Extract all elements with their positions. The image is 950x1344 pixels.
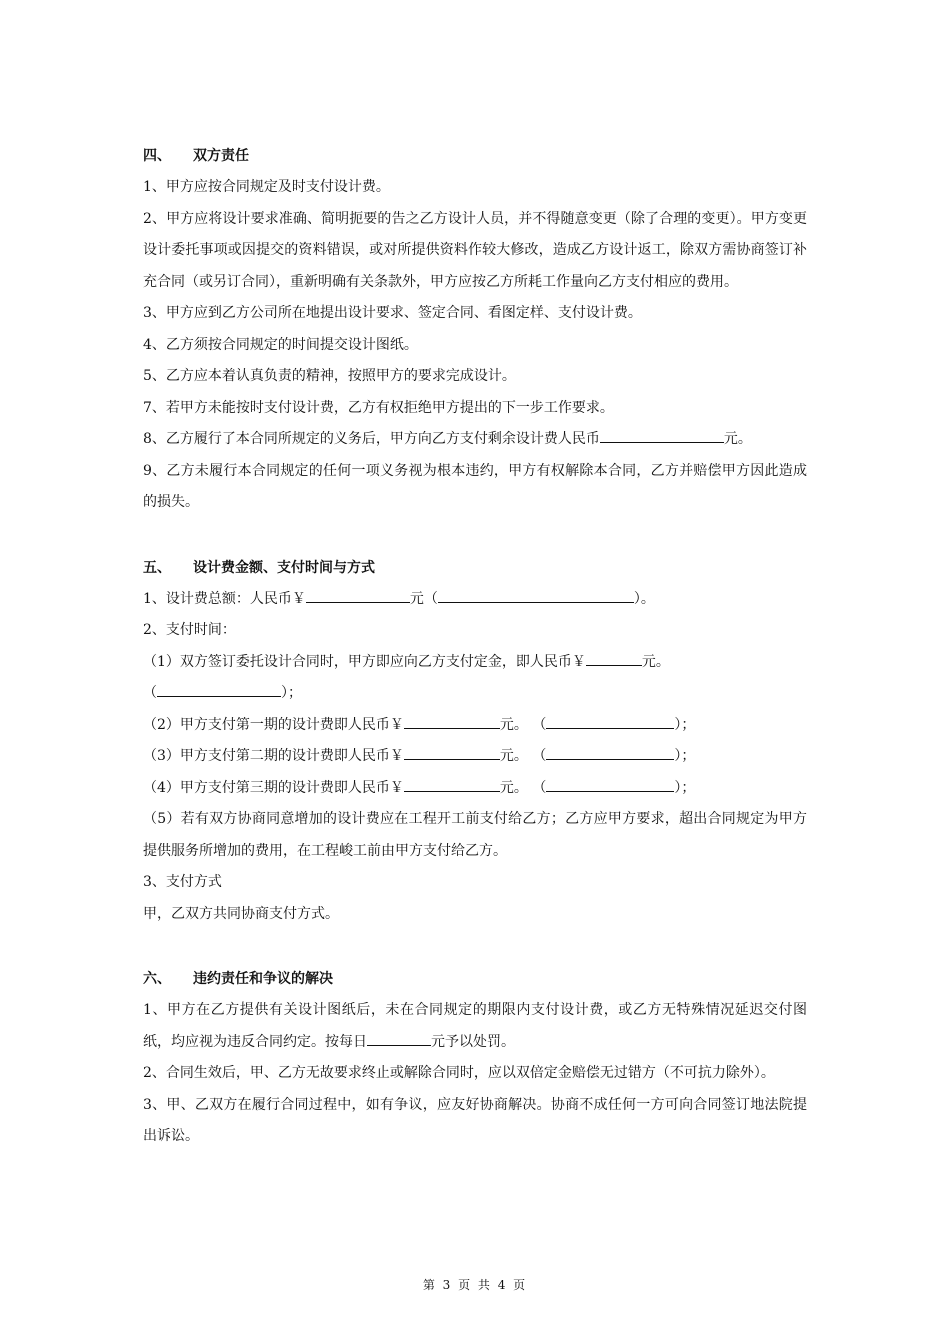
- clause-item: [143, 678, 807, 710]
- clause-item: [143, 995, 807, 1058]
- period-fee-words-blank: [546, 775, 674, 792]
- clause-text: 元。 （: [499, 779, 547, 796]
- clause-text: 元予以处罚。: [431, 1033, 515, 1050]
- section-number: 四、: [143, 148, 171, 164]
- daily-penalty-blank: [367, 1029, 431, 1046]
- clause-item: 2、甲方应将设计要求准确、简明扼要的告之乙方设计人员，并不得随意变更（除了合理的变更）。甲方变更设计委托事项或因提交的资料错误，或对所提供资料作较大修改，造成乙方设计返工，除双方需协商签订补充合同（或另订合同），重新明确有关条款外，甲方应按乙方所耗工作量向乙方支付相应的费用。: [143, 210, 807, 290]
- clause-text: ）。: [633, 590, 655, 607]
- total-fee-words-blank: [438, 586, 634, 603]
- section-heading-responsibilities: [143, 140, 807, 172]
- clause-text: 1、甲方在乙方提供有关设计图纸后，未在合同规定的期限内支付设计费，或乙方无特殊情况延迟交付图纸，均应视为违反合同约定。按每日: [143, 1002, 807, 1050]
- document-body: [143, 140, 807, 1153]
- clause-item: 7、若甲方未能按时支付设计费，乙方有权拒绝甲方提出的下一步工作要求。: [143, 399, 614, 416]
- clause-item: （5）若有双方协商同意增加的设计费应在工程开工前支付给乙方；乙方应甲方要求，超出合同规定为甲方提供服务所增加的费用，在工程峻工前由甲方支付给乙方。: [143, 811, 807, 859]
- section-number: 五、: [143, 559, 171, 576]
- clause-text: （: [143, 685, 157, 701]
- clause-text: （4）甲方支付第三期的设计费即人民币￥: [143, 779, 404, 796]
- clause-item: 2、合同生效后，甲、乙方无故要求终止或解除合同时，应以双倍定金赔偿无过错方（不可抗力除外）。: [143, 1065, 775, 1081]
- clause-item: 9、乙方未履行本合同规定的任何一项义务视为根本违约，甲方有权解除本合同，乙方并赔偿甲方因此造成的损失。: [143, 462, 807, 510]
- page-number-footer: 第 3 页 共 4 页: [422, 1278, 528, 1292]
- clause-item: [143, 647, 807, 679]
- clause-item: [143, 741, 807, 773]
- clause-item: 3、支付方式: [143, 874, 222, 890]
- deposit-words-blank: [157, 680, 281, 697]
- clause-text: （1）双方签订委托设计合同时，甲方即应向乙方支付定金，即人民币￥: [143, 653, 586, 670]
- clause-item: 5、乙方应本着认真负责的精神，按照甲方的要求完成设计。: [143, 368, 516, 384]
- section-number: 六、: [143, 971, 171, 987]
- clause-text: 8、乙方履行了本合同所规定的义务后，甲方向乙方支付剩余设计费人民币: [143, 431, 600, 447]
- section-heading-liability: [143, 963, 807, 995]
- total-fee-blank: [306, 586, 410, 603]
- clause-item: 3、甲、乙双方在履行合同过程中，如有争议，应友好协商解决。协商不成任何一方可向合同签订地法院提出诉讼。: [143, 1096, 807, 1144]
- section-title: 设计费金额、支付时间与方式: [193, 559, 375, 576]
- clause-item: 3、甲方应到乙方公司所在地提出设计要求、签定合同、看图定样、支付设计费。: [143, 305, 642, 321]
- clause-text: ）；: [674, 748, 696, 764]
- section-title: 违约责任和争议的解决: [193, 971, 333, 987]
- clause-item: 甲，乙双方共同协商支付方式。: [143, 905, 339, 922]
- clause-text: ）；: [674, 716, 696, 733]
- clause-text: 元（: [409, 590, 438, 607]
- clause-item: [143, 424, 807, 456]
- period-fee-blank: [404, 775, 500, 792]
- clause-item: 1、甲方应按合同规定及时支付设计费。: [143, 179, 390, 195]
- period-fee-words-blank: [546, 712, 674, 729]
- clause-text: （2）甲方支付第一期的设计费即人民币￥: [143, 716, 404, 733]
- remaining-fee-blank: [600, 426, 724, 443]
- clause-text: 元。 （: [499, 716, 547, 733]
- clause-item: [143, 773, 807, 805]
- clause-item: 2、支付时间：: [143, 622, 236, 638]
- section-heading-fees: [143, 552, 807, 584]
- clause-text: ）；: [674, 779, 696, 796]
- clause-text: 1、设计费总额：人民币￥: [143, 590, 306, 607]
- period-fee-blank: [404, 743, 500, 760]
- clause-text: 元。: [723, 431, 752, 447]
- clause-item: 4、乙方须按合同规定的时间提交设计图纸。: [143, 336, 418, 353]
- clause-text: （3）甲方支付第二期的设计费即人民币￥: [143, 748, 404, 764]
- clause-text: 元。 （: [499, 748, 547, 764]
- clause-text: ）；: [281, 685, 302, 701]
- clause-item: [143, 710, 807, 742]
- clause-item: [143, 584, 807, 616]
- clause-text: 元。: [641, 653, 670, 670]
- period-fee-blank: [404, 712, 500, 729]
- deposit-blank: [586, 649, 642, 666]
- period-fee-words-blank: [546, 743, 674, 760]
- section-title: 双方责任: [193, 148, 249, 164]
